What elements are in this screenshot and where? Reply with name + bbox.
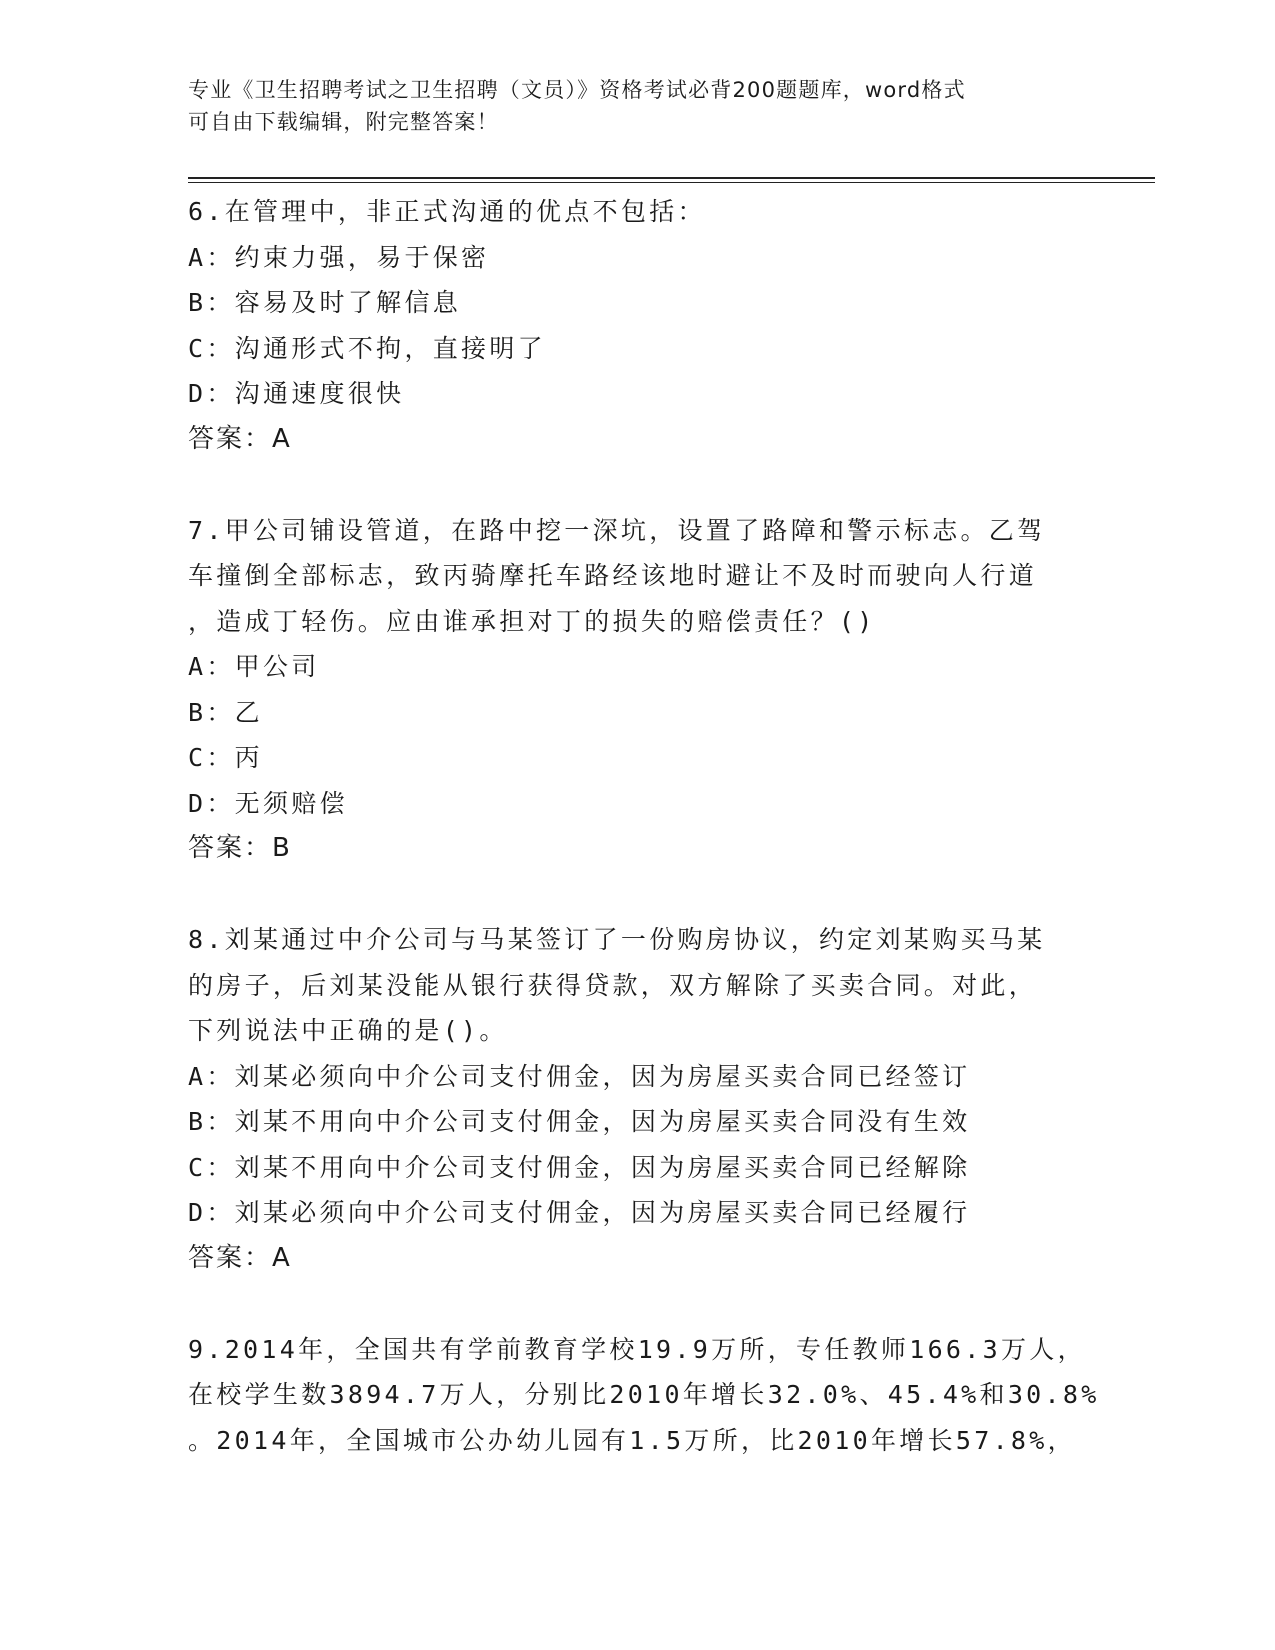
option-c: C：刘某不用向中介公司支付佣金，因为房屋买卖合同已经解除 <box>188 1152 971 1182</box>
question-stem: ，造成丁轻伤。应由谁承担对丁的损失的赔偿责任？() <box>188 606 876 636</box>
option-d: D：无须赔偿 <box>188 788 348 818</box>
question-stem: 。2014年，全国城市公办幼儿园有1.5万所，比2010年增长57.8%， <box>188 1425 1076 1455</box>
option-d: D：沟通速度很快 <box>188 379 405 408</box>
question-stem: 车撞倒全部标志，致丙骑摩托车路经该地时避让不及时而驶向人行道 <box>188 561 1038 590</box>
question-8 <box>188 917 1088 1281</box>
option-b: B：容易及时了解信息 <box>188 288 462 317</box>
header-line-2: 可自由下载编辑，附完整答案！ <box>188 110 499 134</box>
header-rule-thick <box>188 177 1155 179</box>
header-rule-thin <box>188 182 1155 183</box>
option-c: C：沟通形式不拘，直接明了 <box>188 333 546 363</box>
question-stem: 在校学生数3894.7万人，分别比2010年增长32.0%、45.4%和30.8% <box>188 1380 1100 1409</box>
answer-line: 答案：A <box>188 1242 292 1273</box>
spacer <box>188 1281 1088 1327</box>
answer-line: 答案：B <box>188 833 292 863</box>
option-a: A：甲公司 <box>188 652 320 681</box>
question-stem: 7.甲公司铺设管道，在路中挖一深坑，设置了路障和警示标志。乙驾 <box>188 515 1046 545</box>
document-header <box>188 74 1068 138</box>
option-b: B：乙 <box>188 697 263 727</box>
question-stem: 8.刘某通过中介公司与马某签订了一份购房协议，约定刘某购买马某 <box>188 925 1046 954</box>
question-9 <box>188 1327 1100 1464</box>
answer-line: 答案：A <box>188 423 292 454</box>
question-list <box>188 189 1100 1463</box>
question-stem: 6.在管理中，非正式沟通的优点不包括： <box>188 197 706 226</box>
spacer <box>188 872 1088 918</box>
spacer <box>188 462 1088 508</box>
question-6 <box>188 189 1088 462</box>
option-b: B：刘某不用向中介公司支付佣金，因为房屋买卖合同没有生效 <box>188 1107 971 1136</box>
option-a: A：约束力强，易于保密 <box>188 242 490 272</box>
question-stem: 9.2014年，全国共有学前教育学校19.9万所，专任教师166.3万人， <box>188 1334 1086 1364</box>
question-7 <box>188 508 1088 872</box>
question-stem: 的房子，后刘某没能从银行获得贷款，双方解除了买卖合同。对此， <box>188 970 1038 1000</box>
option-a: A：刘某必须向中介公司支付佣金，因为房屋买卖合同已经签订 <box>188 1061 971 1091</box>
option-c: C：丙 <box>188 743 263 772</box>
option-d: D：刘某必须向中介公司支付佣金，因为房屋买卖合同已经履行 <box>188 1198 971 1227</box>
question-stem: 下列说法中正确的是()。 <box>188 1016 508 1045</box>
header-line-1: 专业《卫生招聘考试之卫生招聘（文员）》资格考试必背200题题库，word格式 <box>188 78 966 102</box>
